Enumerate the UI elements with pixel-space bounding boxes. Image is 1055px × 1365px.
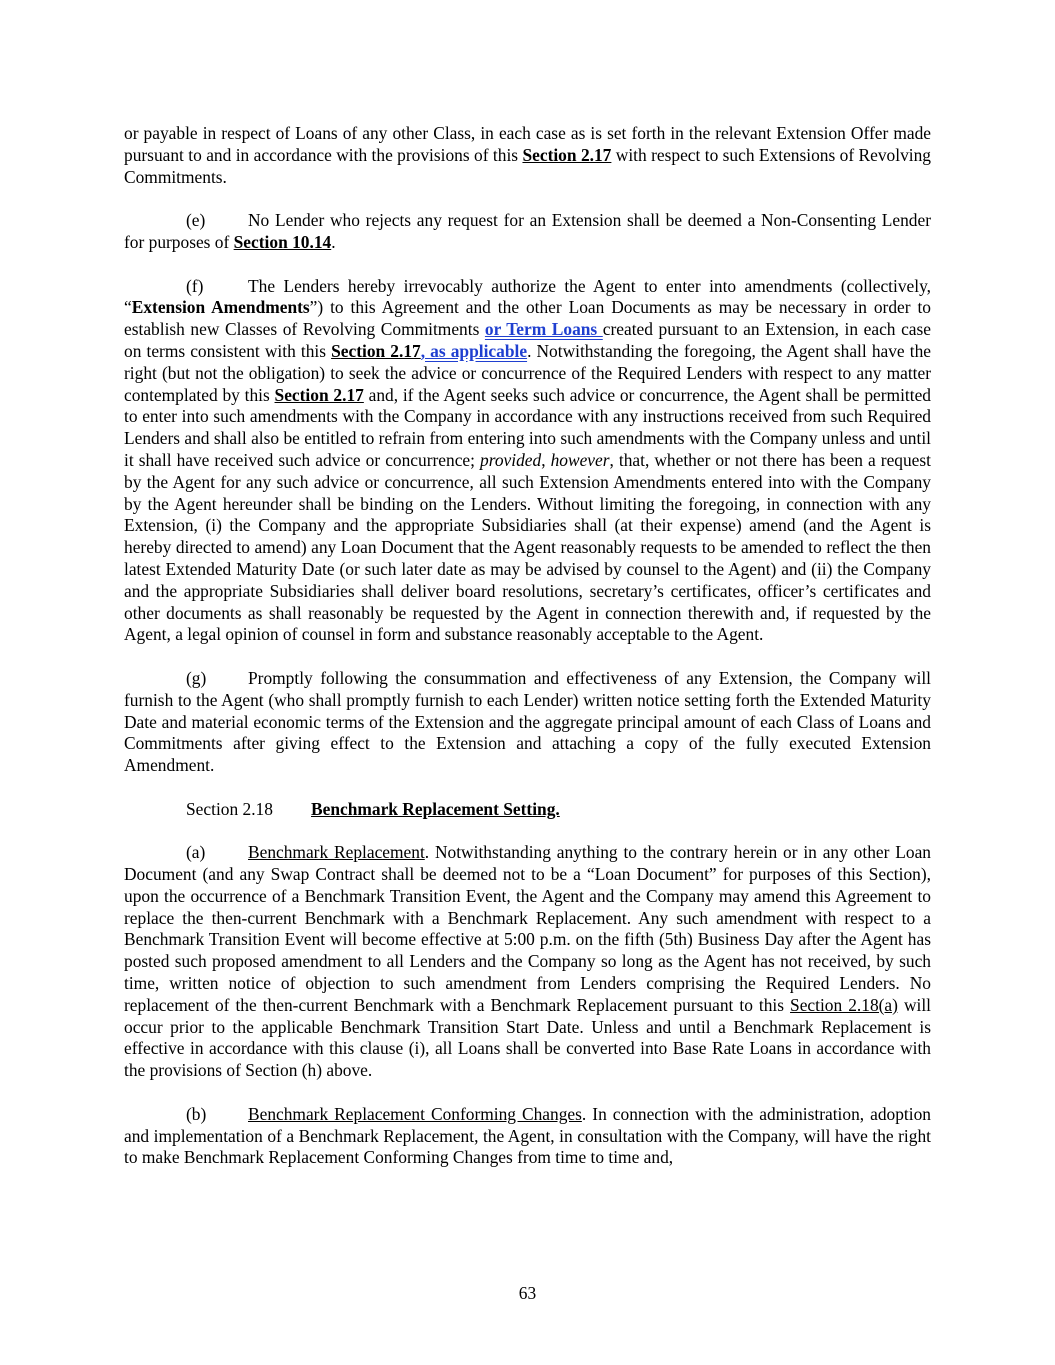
italic-term: however <box>550 449 610 470</box>
inserted-text: , as applicable <box>420 340 528 361</box>
paragraph-e: (e) No Lender who rejects any request for an Extension shall be deemed a Non-Consenting Lender for purposes of Section 10.14. <box>124 210 931 252</box>
clause-label: (e) <box>186 210 206 231</box>
clause-label: (f) <box>186 275 204 296</box>
paragraph-f: (f) The Lenders hereby irrevocably authorize the Agent to enter into amendments (collectively, “Extension Amendments”) to this Agreement and the other Loan Documents as may be necessary in order to establish new Classes of Revolving Commitments or Term Loans created pursuant to an Extension, in each case on terms consistent with this Section 2.17, as applicable. Notwithstanding the foregoing, the Agent shall have the right (but not the obligation) to seek the advice or concurrence of the Required Lenders with respect to any matter contemplated by this Section 2.17 and, if the Agent seeks such advice or concurrence, the Agent shall be permitted to enter into such amendments with the Company in accordance with any instructions received from such Required Lenders and shall also be entitled to refrain from entering into such amendments with the Company unless and until it shall have received such advice or concurrence; provided, however, that, whether or not there has been a request by the Agent for any such advice or concurrence, all such Extension Amendments entered into with the Company by the Agent hereunder shall be binding on the Lenders. Without limiting the foregoing, in connection with any Extension, (i) the Company and the appropriate Subsidiaries shall (at their expense) amend (and the Agent is hereby directed to amend) any Loan Document that the Agent reasonably requests to be amended to reflect the then latest Extended Maturity Date (or such later date as may be advised by counsel to the Agent) and (ii) the Company and the appropriate Subsidiaries shall deliver board resolutions, secretary’s certificates, officer’s certificates and other documents as shall reasonably be requested by the Agent in connection therewith and, if requested by the Agent, a legal opinion of counsel in form and substance reasonably acceptable to the Agent. <box>124 275 931 645</box>
clause-label: (a) <box>186 842 206 863</box>
page-number: 63 <box>518 1283 537 1303</box>
paragraph-continuation: or payable in respect of Loans of any other Class, in each case as is set forth in the relevant Extension Offer made pursuant to and in accordance with the provisions of this Section 2.17 with respect to such Extensions of Revolving Commitments. <box>124 123 931 187</box>
section-reference: Section 2.17 <box>331 340 421 361</box>
document-page <box>124 123 931 1191</box>
defined-term: Extension Amendments <box>131 297 310 318</box>
paragraph-a: (a) Benchmark Replacement. Notwithstanding anything to the contrary herein or in any other Loan Document (and any Swap Contract shall be deemed not to be a “Loan Document” for purposes of this Section), upon the occurrence of a Benchmark Transition Event, the Agent and the Company may amend this Agreement to replace the then-current Benchmark with a Benchmark Replacement. Any such amendment with respect to a Benchmark Transition Event will become effective at 5:00 p.m. on the fifth (5th) Business Day after the Agent has posted such proposed amendment to all Lenders and the Company so long as the Agent has not received, by such time, written notice of objection to such amendment from Lenders comprising the Required Lenders. No replacement of the then-current Benchmark with a Benchmark Replacement pursuant to this Section 2.18(a) will occur prior to the applicable Benchmark Transition Start Date. Unless and until a Benchmark Replacement is effective in accordance with this clause (i), all Loans shall be converted into Base Rate Loans in accordance with the provisions of Section (h) above. <box>124 842 931 1081</box>
clause-label: (b) <box>186 1103 207 1124</box>
italic-term: provided <box>480 449 542 470</box>
section-heading <box>124 799 931 821</box>
section-reference: Section 2.18(a) <box>790 994 898 1015</box>
section-title: Benchmark Replacement Setting. <box>311 798 560 819</box>
section-number: Section 2.18 <box>186 798 273 819</box>
paragraph-g: (g) Promptly following the consummation and effectiveness of any Extension, the Company will furnish to the Agent (who shall promptly furnish to each Lender) written notice setting forth the Extended Maturity Date and material economic terms of the Extension and the aggregate principal amount of each Class of Loans and Commitments after giving effect to the Extension and attaching a copy of the fully executed Extension Amendment. <box>124 667 931 776</box>
section-reference: Section 2.17 <box>522 144 612 165</box>
inserted-text: or Term Loans <box>484 319 603 340</box>
section-reference: Section 10.14 <box>233 231 332 252</box>
paragraph-b: (b) Benchmark Replacement Conforming Changes. In connection with the administration, adoption and implementation of a Benchmark Replacement, the Agent, in consultation with the Company, will have the right to make Benchmark Replacement Conforming Changes from time to time and, <box>124 1103 931 1168</box>
clause-heading: Benchmark Replacement <box>248 842 425 863</box>
clause-heading: Benchmark Replacement Conforming Changes <box>248 1103 582 1124</box>
clause-label: (g) <box>186 667 207 688</box>
section-reference: Section 2.17 <box>274 384 364 405</box>
